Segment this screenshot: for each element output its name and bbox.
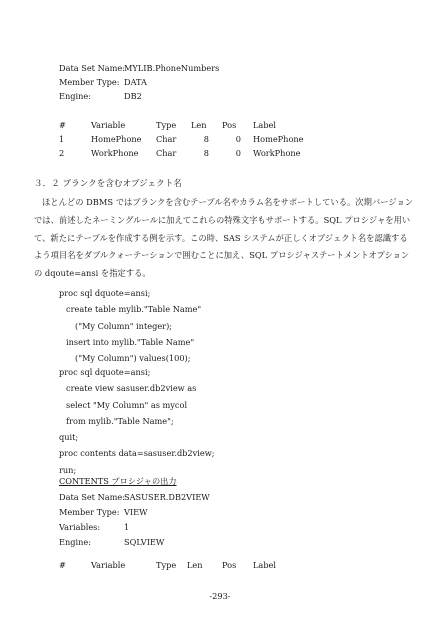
code-line: create table mylib."Table Name" bbox=[66, 304, 202, 315]
dataset1-info bbox=[59, 63, 259, 103]
variables-table-2 bbox=[59, 560, 319, 574]
cell-type: Char bbox=[156, 148, 177, 158]
code-line: proc sql dquote=ansi; bbox=[59, 288, 151, 298]
cell-variable: HomePhone bbox=[91, 134, 142, 144]
cell-label: HomePhone bbox=[253, 134, 304, 144]
page-number: -293- bbox=[209, 591, 231, 601]
col-header-len: Len bbox=[191, 120, 207, 130]
member-type-label: Member Type: bbox=[59, 507, 120, 517]
col-header-variable: Variable bbox=[91, 120, 126, 130]
cell-number: 1 bbox=[59, 134, 65, 144]
cell-type: Char bbox=[156, 134, 177, 144]
code-line: proc contents data=sasuser.db2view; bbox=[59, 448, 215, 459]
output-title: CONTENTS プロシジャの出力 bbox=[59, 476, 177, 486]
code-line: ("My Column") values(100); bbox=[75, 353, 191, 364]
code-line: ("My Column" integer); bbox=[75, 320, 173, 331]
col-header-pos: Pos bbox=[222, 560, 237, 570]
col-header-type: Type bbox=[156, 560, 177, 570]
code-line: create view sasuser.db2view as bbox=[66, 383, 197, 394]
code-line: from mylib."Table Name"; bbox=[66, 415, 174, 426]
paragraph-line: て、新たにテーブルを作成する例を示す。この時、SAS システムが正しくオブジェクト名を認識する bbox=[34, 232, 408, 243]
code-line: proc sql dquote=ansi; bbox=[59, 367, 151, 377]
code-block-1 bbox=[59, 285, 201, 366]
code-line: run; bbox=[59, 464, 77, 475]
set-name-value: SASUSER.DB2VIEW bbox=[124, 492, 210, 502]
paragraph-line: では、前述したネーミングルールに加えてこれらの特殊文字もサポートする。SQL プロシジャを用い bbox=[34, 214, 411, 225]
col-header-len: Len bbox=[187, 560, 203, 570]
cell-number: 2 bbox=[59, 148, 65, 158]
col-header-type: Type bbox=[156, 120, 177, 130]
engine-label: Engine: bbox=[59, 537, 91, 547]
paragraph-line: ほとんどの DBMS ではブランクを含むテーブル名やカラム名をサポートしている。次期バージョン bbox=[42, 197, 414, 207]
member-type-value: VIEW bbox=[124, 507, 148, 517]
member-type-value: DATA bbox=[124, 77, 147, 87]
variables-table-1 bbox=[59, 120, 319, 160]
col-header-label: Label bbox=[253, 560, 277, 570]
cell-variable: WorkPhone bbox=[91, 148, 139, 158]
paragraph-line: よう項目名をダブルクォーテーションで囲むことに加え、SQL プロシジャステートメントオプション bbox=[34, 250, 410, 261]
code-line: quit; bbox=[59, 432, 79, 443]
set-name-label: Data Set Name: bbox=[59, 63, 125, 73]
cell-len: 8 bbox=[203, 148, 209, 158]
cell-pos: 0 bbox=[235, 148, 241, 158]
col-header-label: Label bbox=[253, 120, 277, 130]
cell-pos: 0 bbox=[235, 134, 241, 144]
col-header-pos: Pos bbox=[222, 120, 237, 130]
variables-value: 1 bbox=[124, 522, 130, 532]
col-header-number: # bbox=[59, 120, 66, 130]
engine-label: Engine: bbox=[59, 91, 91, 101]
cell-len: 8 bbox=[203, 134, 209, 144]
body-paragraph bbox=[34, 194, 414, 283]
code-line: select "My Column" as mycol bbox=[66, 399, 188, 410]
engine-value: DB2 bbox=[124, 91, 142, 101]
output-info bbox=[59, 492, 279, 552]
engine-value: SQLVIEW bbox=[124, 537, 165, 547]
code-line: insert into mylib."Table Name" bbox=[66, 336, 195, 347]
cell-label: WorkPhone bbox=[253, 148, 301, 158]
section-heading: ３．２ ブランクを含むオブジェクト名 bbox=[34, 179, 182, 189]
code-block-2 bbox=[59, 364, 215, 478]
paragraph-line: の dqoute=ansi を指定する。 bbox=[34, 268, 151, 279]
set-name-value: MYLIB.PhoneNumbers bbox=[124, 63, 220, 73]
set-name-label: Data Set Name: bbox=[59, 492, 125, 502]
member-type-label: Member Type: bbox=[59, 77, 120, 87]
col-header-variable: Variable bbox=[91, 560, 126, 570]
variables-label: Variables: bbox=[59, 522, 101, 532]
col-header-number: # bbox=[59, 560, 66, 570]
